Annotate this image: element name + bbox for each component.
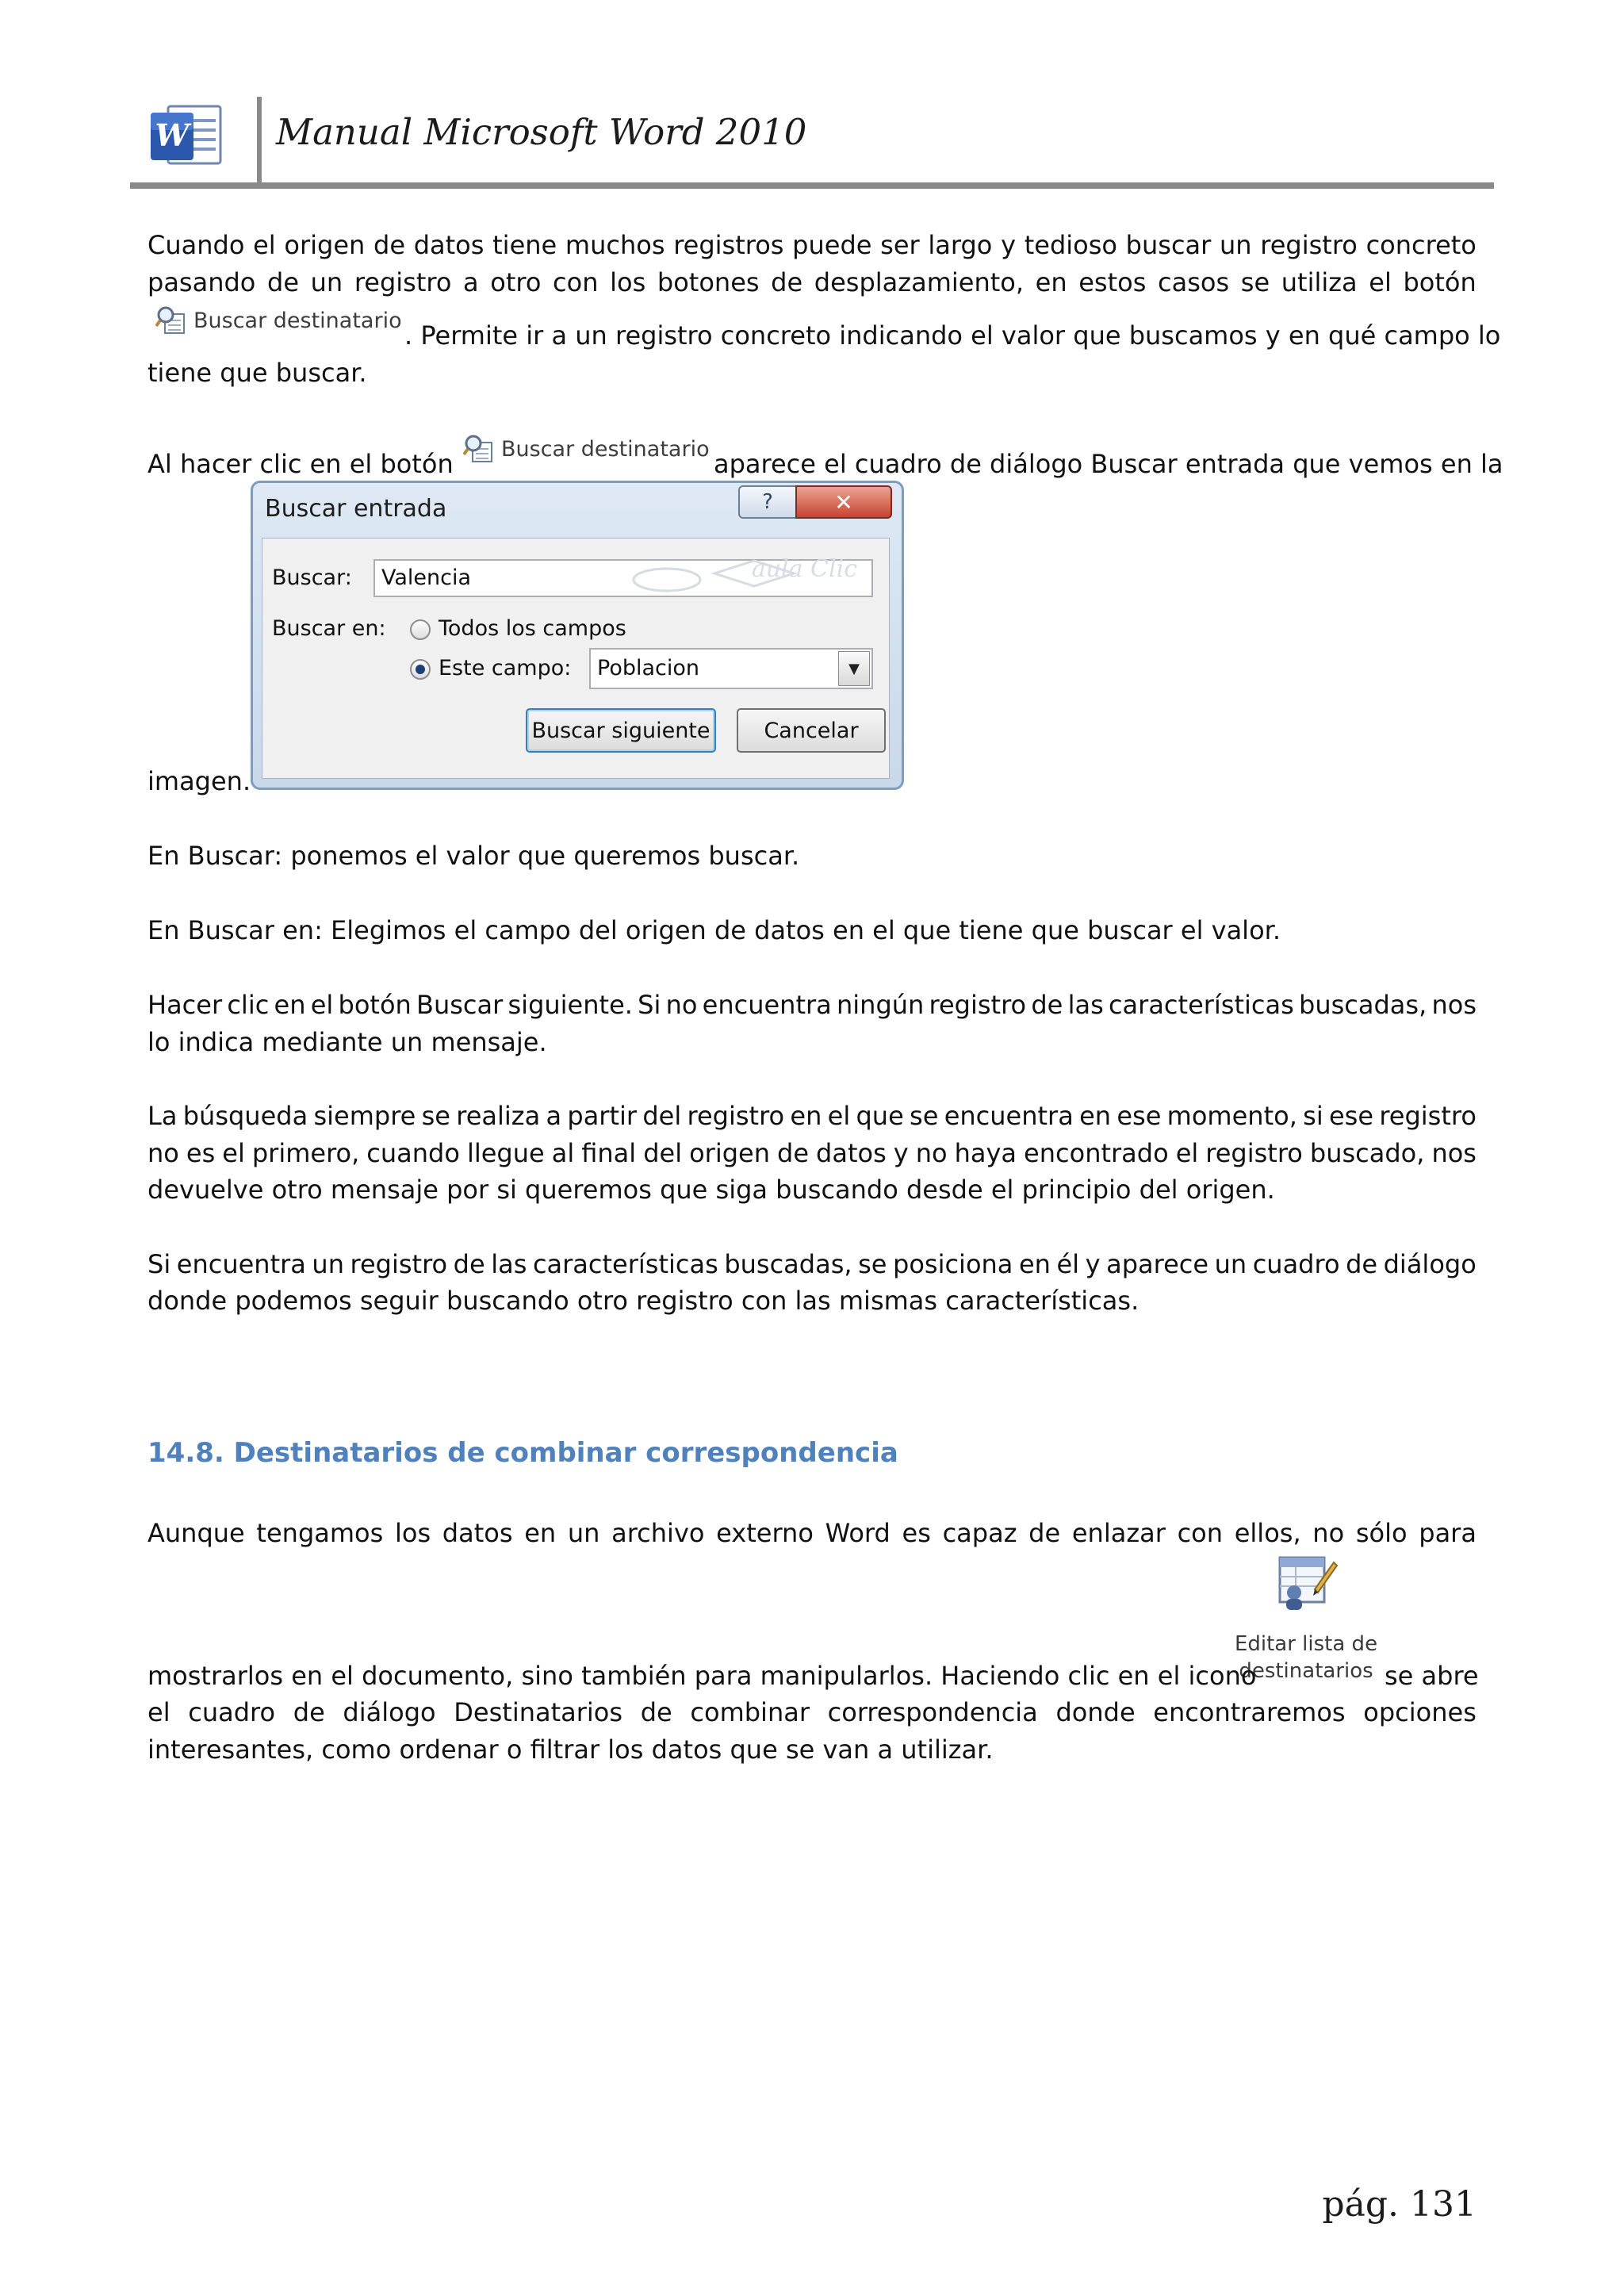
close-button[interactable]: ✕ <box>795 485 892 519</box>
word: el <box>1175 1138 1199 1168</box>
word: diálogo <box>343 1697 436 1727</box>
find-next-button[interactable]: Buscar siguiente <box>526 708 716 753</box>
word: el <box>310 990 334 1020</box>
word: donde <box>1055 1697 1136 1727</box>
buscar-destinatario-label: Buscar destinatario <box>193 308 402 333</box>
word: datos <box>413 230 485 260</box>
word: registro <box>687 1101 785 1131</box>
word: para <box>1419 1518 1477 1548</box>
word: en <box>524 1518 557 1548</box>
word: no <box>915 1138 948 1168</box>
word: botones <box>657 267 760 297</box>
word: buscar <box>1125 230 1212 260</box>
word: ese <box>1116 1101 1162 1131</box>
radio-this-field[interactable] <box>410 659 431 680</box>
word: un <box>312 1249 344 1279</box>
word: puede <box>792 230 872 260</box>
field-select[interactable] <box>589 648 873 689</box>
word: de <box>1031 990 1063 1020</box>
p1-line-3: . Permite ir a un registro concreto indicando el valor que buscamos y en qué campo lo <box>404 320 1501 351</box>
word: primero, <box>251 1138 360 1168</box>
word: otro <box>490 267 542 297</box>
p8-line-2-left: mostrarlos en el documento, sino también para manipularlos. Haciendo clic en el icono <box>147 1661 1257 1691</box>
word: posiciona <box>893 1249 1013 1279</box>
word: se <box>910 1101 939 1131</box>
word: clic <box>227 990 270 1020</box>
p7-line-2: donde podemos seguir buscando otro registro con las mismas características. <box>147 1286 1139 1316</box>
word: encuentra <box>176 1249 306 1279</box>
header-rule <box>130 182 1494 189</box>
word: origen <box>689 1138 770 1168</box>
word: un <box>567 1518 600 1548</box>
word: un <box>310 267 343 297</box>
word: siempre <box>313 1101 416 1131</box>
word: ese <box>1328 1101 1374 1131</box>
word: en <box>790 1101 822 1131</box>
word: registro <box>1205 1138 1303 1168</box>
word: cuadro <box>1252 1249 1340 1279</box>
edit-recipient-list-icon <box>1275 1554 1339 1612</box>
word: a <box>546 1101 562 1131</box>
word: llegue <box>466 1138 545 1168</box>
word: botón <box>1403 267 1477 297</box>
word: encuentra <box>944 1101 1074 1131</box>
word: características <box>532 1249 718 1279</box>
word: ningún <box>836 990 925 1020</box>
word: de <box>267 267 299 297</box>
watermark-text: aula Clic <box>751 555 857 583</box>
word: un <box>1220 230 1252 260</box>
p3: En Buscar: ponemos el valor que queremos buscar. <box>147 841 800 871</box>
p8-line-3 <box>147 1694 1477 1731</box>
word: y <box>1001 230 1016 260</box>
word: desplazamiento, <box>814 267 1025 297</box>
edit-list-label-1: Editar lista de <box>1234 1632 1378 1656</box>
p6-line-1 <box>147 1098 1477 1134</box>
word: correspondencia <box>827 1697 1038 1727</box>
svg-text:W: W <box>155 117 190 153</box>
search-in-label: Buscar en: <box>272 616 386 641</box>
word: Buscar <box>416 990 504 1020</box>
word: registro <box>1260 230 1358 260</box>
word: y <box>893 1138 909 1168</box>
dialog-body <box>262 538 890 779</box>
word: estos <box>1078 267 1147 297</box>
word: él <box>1056 1249 1080 1279</box>
word: datos <box>816 1138 887 1168</box>
word: partir <box>567 1101 638 1131</box>
word: encontraremos <box>1153 1697 1346 1727</box>
word: registro <box>354 267 452 297</box>
edit-list-label-2: destinatarios <box>1239 1659 1373 1683</box>
word: los <box>394 1518 431 1548</box>
buscar-destinatario-button-image <box>155 305 402 336</box>
p2-end: imagen. <box>147 766 251 796</box>
word: en <box>274 990 306 1020</box>
word: en <box>1018 1249 1051 1279</box>
find-recipient-icon <box>463 433 495 465</box>
word: el <box>222 1138 245 1168</box>
word: el <box>253 230 276 260</box>
p8-line-2-right: se abre <box>1385 1661 1479 1691</box>
word: registro <box>1379 1101 1477 1131</box>
page-number: pág. 131 <box>1322 2184 1477 2225</box>
search-label: Buscar: <box>272 565 352 590</box>
word: combinar <box>690 1697 810 1727</box>
word: nos <box>1431 990 1477 1020</box>
p5-line-1 <box>147 987 1477 1023</box>
word: del <box>642 1101 682 1131</box>
header-divider <box>257 97 262 186</box>
word: el <box>1369 267 1392 297</box>
word: realiza <box>456 1101 541 1131</box>
p8-line-1 <box>147 1515 1477 1551</box>
dialog-title: Buscar entrada <box>265 495 447 523</box>
section-heading: 14.8. Destinatarios de combinar correspondencia <box>147 1437 898 1469</box>
word: encuentra <box>702 990 832 1020</box>
radio-all-fields[interactable] <box>410 619 431 640</box>
radio-all-fields-label: Todos los campos <box>439 616 626 641</box>
word: de <box>771 267 803 297</box>
word: diálogo <box>1383 1249 1477 1279</box>
p2-rest: aparece el cuadro de diálogo Buscar entrada que vemos en la <box>714 449 1503 479</box>
word: búsqueda <box>182 1101 308 1131</box>
word: buscadas, <box>1299 990 1427 1020</box>
buscar-destinatario-button-image-2 <box>463 433 710 465</box>
word: datos <box>442 1518 513 1548</box>
word: no <box>1312 1518 1345 1548</box>
word: en <box>1079 1101 1112 1131</box>
p1-line-2 <box>147 264 1477 301</box>
word: de <box>293 1697 325 1727</box>
word: registro <box>929 990 1027 1020</box>
word: aparece <box>1106 1249 1209 1279</box>
word: Word <box>825 1518 891 1548</box>
find-recipient-icon <box>155 305 187 336</box>
word: de <box>373 230 405 260</box>
word: con <box>1177 1518 1224 1548</box>
word: las <box>1067 990 1104 1020</box>
word-logo-icon <box>147 102 225 170</box>
word: Si <box>638 990 661 1020</box>
word: encontrado <box>1024 1138 1169 1168</box>
word: de <box>777 1138 810 1168</box>
word: no <box>147 1138 179 1168</box>
word: el <box>827 1101 851 1131</box>
word: de <box>1346 1249 1378 1279</box>
word: siguiente. <box>508 990 633 1020</box>
word: en <box>1035 267 1067 297</box>
word: tedioso <box>1024 230 1117 260</box>
word: tengamos <box>256 1518 384 1548</box>
word: ser <box>880 230 920 260</box>
header-title: Manual Microsoft Word 2010 <box>276 111 807 153</box>
word: muchos <box>565 230 665 260</box>
buscar-entrada-dialog <box>251 481 904 790</box>
radio-this-field-label: Este campo: <box>439 656 572 680</box>
word: Destinatarios <box>454 1697 623 1727</box>
word: de <box>1028 1518 1061 1548</box>
word: largo <box>928 230 993 260</box>
p2-intro: Al hacer clic en el botón <box>147 449 454 479</box>
word: final <box>581 1138 637 1168</box>
word: concreto <box>1365 230 1477 260</box>
word: con <box>553 267 599 297</box>
buscar-destinatario-label-2: Buscar destinatario <box>501 436 710 462</box>
word: Hacer <box>147 990 223 1020</box>
word: cuadro <box>188 1697 276 1727</box>
word: características <box>1108 990 1294 1020</box>
word: y <box>1085 1249 1101 1279</box>
word: opciones <box>1363 1697 1477 1727</box>
word: origen <box>284 230 366 260</box>
word: enlazar <box>1071 1518 1166 1548</box>
chevron-down-icon[interactable]: ▼ <box>838 651 870 686</box>
word: registros <box>673 230 784 260</box>
p1-line-1 <box>147 227 1477 263</box>
word: utiliza <box>1281 267 1358 297</box>
search-input[interactable]: Valencia <box>373 559 873 597</box>
word: externo <box>716 1518 814 1548</box>
word: es <box>186 1138 216 1168</box>
word: el <box>147 1697 170 1727</box>
word: se <box>1240 267 1270 297</box>
word: cuando <box>366 1138 460 1168</box>
word: capaz <box>942 1518 1017 1548</box>
word: buscado, <box>1309 1138 1425 1168</box>
word: haya <box>954 1138 1017 1168</box>
cancel-button[interactable]: Cancelar <box>737 708 886 753</box>
word: un <box>1214 1249 1247 1279</box>
p5-line-2: lo indica mediante un mensaje. <box>147 1027 547 1057</box>
word: ellos, <box>1234 1518 1301 1548</box>
word: a <box>463 267 479 297</box>
word: no <box>665 990 698 1020</box>
help-button[interactable]: ? <box>738 485 797 519</box>
word: tiene <box>492 230 557 260</box>
aulaclic-watermark-icon <box>619 550 881 605</box>
word: sólo <box>1355 1518 1408 1548</box>
word: Si <box>147 1249 171 1279</box>
word: Cuando <box>147 230 245 260</box>
word: registro <box>350 1249 448 1279</box>
word: del <box>643 1138 683 1168</box>
word: que <box>856 1101 904 1131</box>
word: archivo <box>611 1518 705 1548</box>
word: se <box>421 1101 450 1131</box>
p6-line-3: devuelve otro mensaje por si queremos que siga buscando desde el principio del origen. <box>147 1175 1275 1205</box>
p6-line-2 <box>147 1135 1477 1171</box>
word: La <box>147 1101 178 1131</box>
word: pasando <box>147 267 256 297</box>
word: Aunque <box>147 1518 245 1548</box>
p4: En Buscar en: Elegimos el campo del origen de datos en el que tiene que buscar el valor. <box>147 915 1281 945</box>
word: al <box>551 1138 575 1168</box>
word: si <box>1303 1101 1323 1131</box>
word: de <box>640 1697 672 1727</box>
field-select-value: Poblacion <box>597 656 700 680</box>
p8-line-4: interesantes, como ordenar o filtrar los datos que se van a utilizar. <box>147 1734 994 1765</box>
word: es <box>902 1518 931 1548</box>
word: nos <box>1431 1138 1477 1168</box>
p7-line-1 <box>147 1246 1477 1282</box>
word: botón <box>338 990 412 1020</box>
word: de <box>453 1249 485 1279</box>
word: buscadas, <box>724 1249 852 1279</box>
word: momento, <box>1166 1101 1297 1131</box>
word: casos <box>1158 267 1230 297</box>
word: se <box>858 1249 887 1279</box>
p1-line-4: tiene que buscar. <box>147 358 367 388</box>
word: las <box>491 1249 527 1279</box>
word: los <box>610 267 646 297</box>
